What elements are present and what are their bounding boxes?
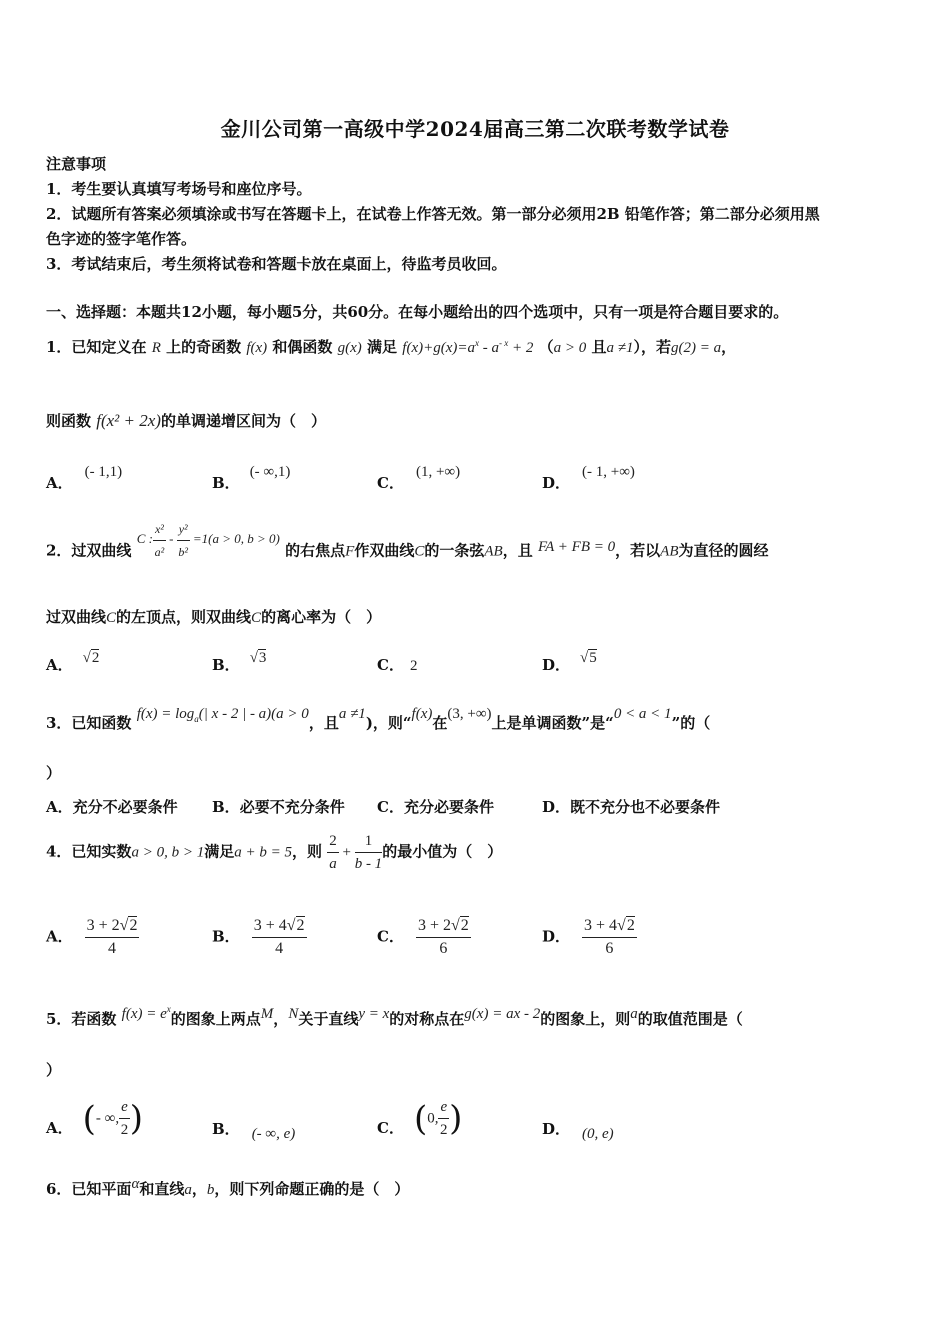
q2-C-3: C [106, 610, 117, 626]
q3-text-1: 3．已知函数 [46, 714, 132, 732]
question-3-line-1 [46, 706, 711, 734]
q5-text-3: ， [273, 1010, 289, 1028]
q5-g: g(x) = ax - 2 [464, 1006, 541, 1022]
q5-option-d[interactable]: D． (0, e) [542, 1120, 614, 1142]
q5-point-M: M [260, 1006, 274, 1022]
q3-interval: (3, +∞) [447, 706, 492, 722]
question-1-line-2 [46, 410, 326, 431]
q1-composite-function: f(x² + 2x) [96, 411, 161, 430]
q2-text-1: 2．过双曲线 [46, 541, 132, 560]
q6-text-2: 和直线 [139, 1180, 185, 1198]
q6-comma: ， [191, 1180, 207, 1198]
q6-text-3: ，则下列命题正确的是（ ） [214, 1180, 410, 1198]
q1-line2-text-2: 的单调递增区间为（ ） [160, 412, 326, 430]
q1-comma: ， [721, 338, 737, 356]
question-6 [46, 1178, 409, 1199]
q4-frac-2: $\frac{1}{b - 1}$ [355, 830, 383, 875]
q3-cond: a ≠1 [338, 706, 366, 722]
question-1-line-1 [46, 336, 736, 357]
q1-text-1: 1．已知定义在 [46, 338, 147, 356]
notice-item-2-cont: 色字迹的签字笔作答。 [46, 230, 197, 248]
q3-cond-2: 0 < a < 1 [613, 706, 672, 722]
q4-text-3: ，则 [291, 842, 322, 861]
q3-fx: f(x) [411, 706, 433, 722]
q3-text-5: 上是单调函数”是“ [491, 714, 614, 732]
q4-option-d[interactable]: D． $\frac{3 + 4√2}{6}$ [542, 917, 635, 957]
section-1-heading: 一、选择题：本题共12小题，每小题5分，共60分。在每小题给出的四个选项中，只有一项是符合题目要求的。 [46, 303, 789, 321]
q1-cond-open: （ [538, 338, 554, 356]
q2-option-c[interactable]: C． 2 [377, 656, 418, 674]
q6-line-a: a [184, 1182, 192, 1198]
q2-line2-text-2: 的左顶点，则双曲线 [116, 608, 252, 626]
question-3-line-2: ） [46, 764, 62, 782]
q2-text-6: ，若以 [615, 541, 661, 560]
q5-text-7: 的取值范围是（ [637, 1010, 743, 1028]
q2-text-2: 的右焦点 [285, 541, 346, 560]
q1-cond: a > 0 [553, 340, 587, 356]
q4-eq: a + b = 5 [234, 844, 292, 861]
q5-line: y = x [358, 1006, 390, 1022]
q3-text-4: 在 [432, 714, 448, 732]
q1-option-c[interactable]: C．(1, +∞) [377, 464, 461, 492]
q2-text-5: ，且 [502, 541, 533, 560]
q2-hyperbola: C : $\frac{\text{x²}}{\text{a²}}$ - $\frac{\text{y²}}{\text{b²}}$ =1(a > 0, b > 0) [137, 531, 280, 546]
q1-text-2: 上的奇函数 [166, 338, 242, 356]
q4-text-1: 4．已知实数 [46, 842, 132, 861]
q1-line2-text-1: 则函数 [46, 412, 92, 430]
q3-text-3: )，则“ [365, 714, 412, 732]
q4-cond: a > 0, b > 1 [131, 844, 205, 861]
q5-text-4: 关于直线 [298, 1010, 359, 1028]
q2-vector-eq: FA + FB = 0 [537, 539, 616, 556]
notice-item-2: 2．试题所有答案必须填涂或书写在答题卡上，在试卷上作答无效。第一部分必须用2B 铅笔作答；第二部分必须用黑 [46, 205, 820, 223]
q3-option-b[interactable]: B．必要不充分条件 [212, 798, 345, 816]
q5-text-6: 的图象上，则 [540, 1010, 631, 1028]
q2-option-b[interactable]: B． √3 [212, 650, 267, 674]
q1-cond-and: 且 [591, 338, 607, 356]
q5-a: a [630, 1006, 638, 1022]
q4-plus: + [338, 844, 355, 861]
q1-option-b[interactable]: B．(- ∞,1) [212, 464, 291, 492]
q1-g2: g(2) = a [671, 340, 722, 356]
question-5-line-1 [46, 1004, 743, 1029]
q1-fx: f(x) [246, 340, 268, 356]
q3-function: $f(x) = \log_a(|$ x - 2 | - a)(a > 0 [136, 706, 309, 724]
q6-line-b: b [206, 1182, 215, 1198]
q3-option-d[interactable]: D．既不充分也不必要条件 [542, 798, 721, 816]
q5-option-c[interactable]: C． (0, $\frac{e}{2}$ ) [377, 1096, 462, 1141]
notice-heading: 注意事项 [46, 155, 107, 173]
q2-line2-text-3: 的离心率为（ ） [261, 608, 382, 626]
q2-AB-2: AB [660, 543, 679, 560]
question-2-line-1 [46, 522, 769, 575]
q4-option-a[interactable]: A． $\frac{3 + 2√2}{4}$ [46, 917, 138, 957]
notice-item-1: 1．考生要认真填写考场号和座位序号。 [46, 180, 312, 198]
q6-alpha: α [131, 1176, 140, 1192]
question-4 [46, 830, 502, 875]
q2-line2-text-1: 过双曲线 [46, 608, 107, 626]
q3-option-c[interactable]: C．充分必要条件 [377, 798, 494, 816]
q1-option-d[interactable]: D．(- 1, +∞) [542, 464, 635, 492]
q2-text-4: 的一条弦 [424, 541, 485, 560]
q3-text-2: ，且 [308, 714, 339, 732]
q2-text-7: 为直径的圆经 [678, 541, 769, 560]
q1-text-4: 满足 [367, 338, 398, 356]
q2-text-3: 作双曲线 [354, 541, 415, 560]
q5-option-b[interactable]: B． (- ∞, e) [212, 1120, 296, 1142]
q5-point-N: N [288, 1006, 299, 1022]
notice-item-3: 3．考试结束后，考生须将试卷和答题卡放在桌面上，待监考员收回。 [46, 255, 507, 273]
question-2-line-2 [46, 606, 381, 627]
q3-option-a[interactable]: A．充分不必要条件 [46, 798, 178, 816]
q2-C: C [414, 543, 425, 560]
q4-option-b[interactable]: B． $\frac{3 + 4√2}{4}$ [212, 917, 305, 957]
q4-option-c[interactable]: C． $\frac{3 + 2√2}{6}$ [377, 917, 469, 957]
q2-option-a[interactable]: A． √2 [46, 650, 100, 674]
q1-gx: g(x) [337, 340, 362, 356]
q2-C-4: C [251, 610, 262, 626]
question-5-line-2: ） [46, 1061, 62, 1079]
q5-function: $f(x) = e^x$ [121, 1004, 171, 1022]
q5-text-1: 5．若函数 [46, 1010, 117, 1028]
q1-cond-2: a ≠1 [606, 340, 634, 356]
q6-text-1: 6．已知平面 [46, 1180, 132, 1198]
q4-frac-1: $\frac{2}{a}$ [327, 830, 339, 875]
q2-focus-F: F [345, 543, 355, 560]
page-title: 金川公司第一高级中学2024届高三第二次联考数学试卷 [220, 117, 730, 141]
q1-cond-close: ），若 [633, 338, 672, 356]
q5-text-5: 的对称点在 [389, 1010, 465, 1028]
q1-text-3: 和偶函数 [272, 338, 333, 356]
q2-option-d[interactable]: D． √5 [542, 650, 597, 674]
q4-text-2: 满足 [204, 842, 235, 861]
q3-text-6: ”的（ [671, 714, 711, 732]
q1-option-a[interactable]: A．(- 1,1) [46, 464, 123, 492]
q5-text-2: 的图象上两点 [170, 1010, 261, 1028]
q1-set-R: R [151, 340, 161, 356]
q1-equation: $f(x)+g(x)=a^x - a^{- x} + 2$ [402, 338, 534, 356]
q2-AB: AB [484, 543, 503, 560]
q5-option-a[interactable]: A． (- ∞, $\frac{e}{2}$ ) [46, 1096, 143, 1141]
q4-text-4: 的最小值为（ ） [382, 842, 503, 861]
